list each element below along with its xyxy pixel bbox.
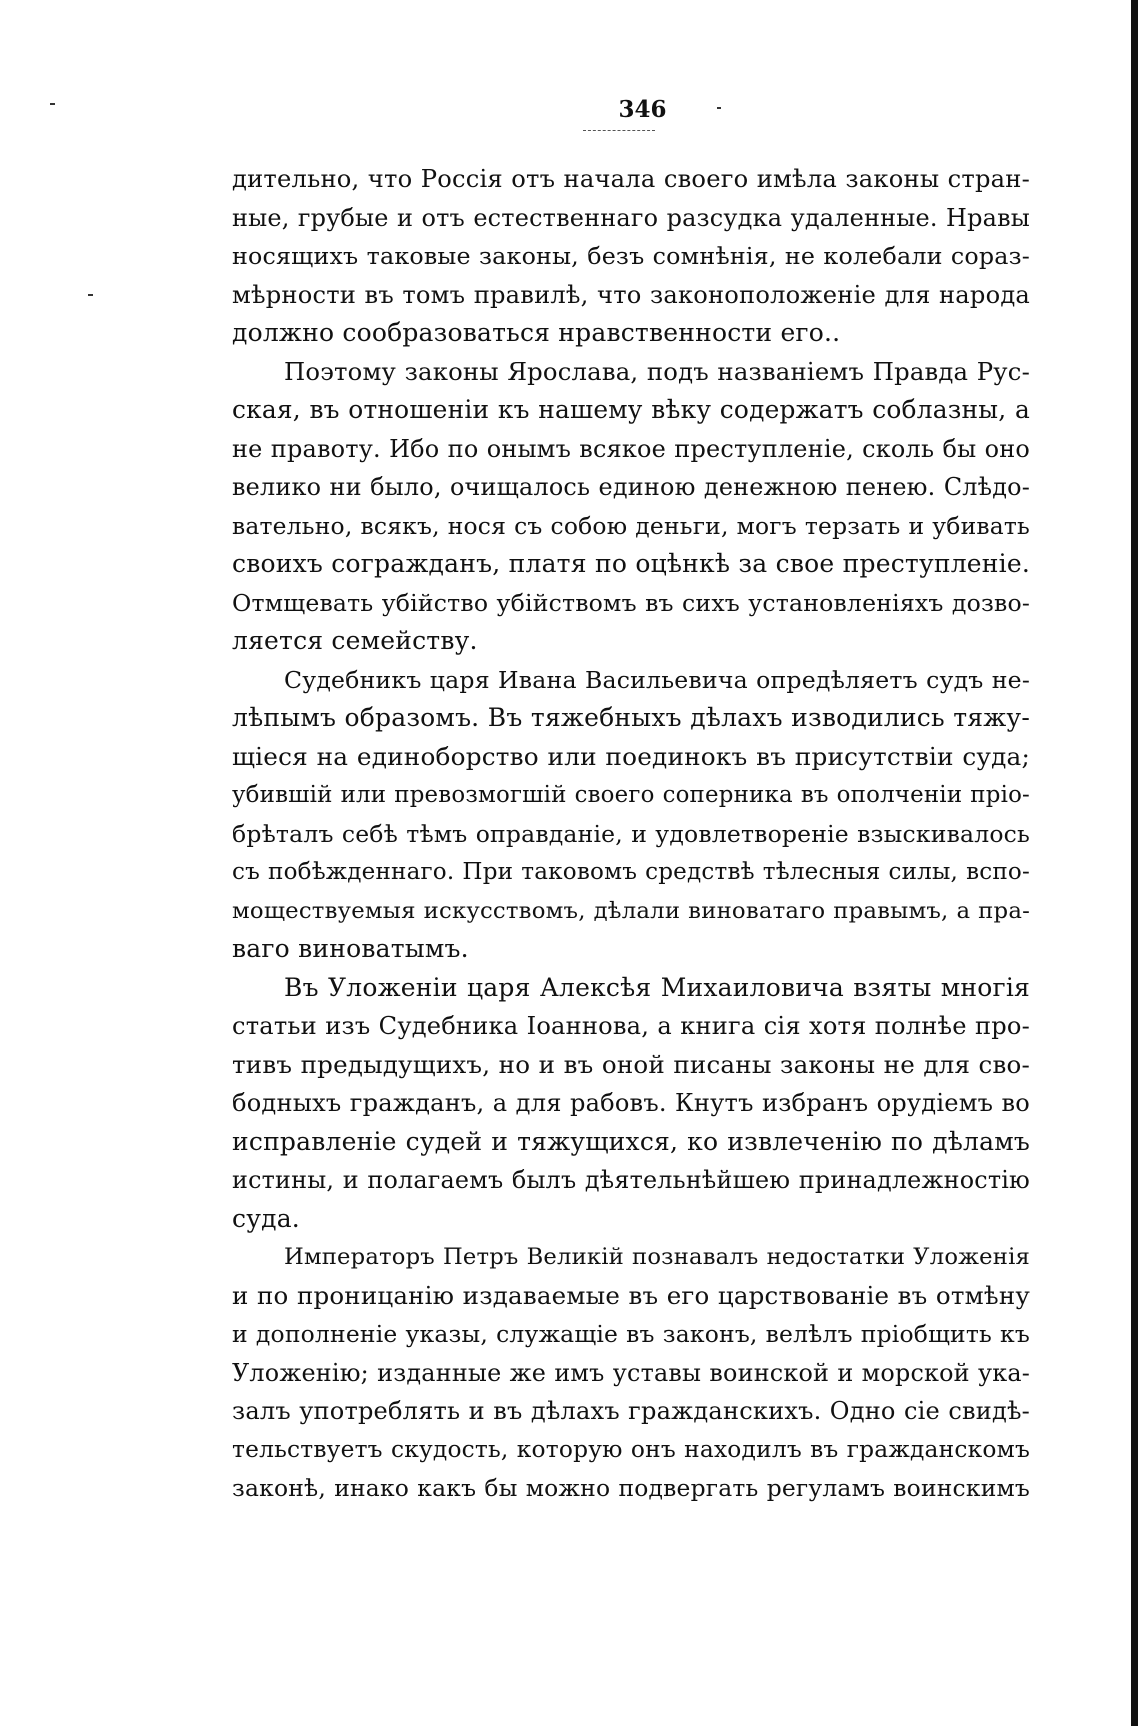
text-line: лѣпымъ образомъ. Въ тяжебныхъ дѣлахъ изводились тяжу- bbox=[232, 703, 1030, 732]
text-line: суда. bbox=[232, 1203, 300, 1233]
text-line: Уложенію; изданные же имъ уставы воинской и морской ука- bbox=[232, 1358, 1030, 1387]
text-line: моществуемыя искусствомъ, дѣлали виноватаго правымъ, а пра- bbox=[232, 897, 1030, 924]
text-line: тельствуетъ скудость, которую онъ находилъ въ гражданскомъ bbox=[232, 1435, 1030, 1463]
text-line: Императоръ Петръ Великій познавалъ недостатки Уложенія bbox=[284, 1244, 1030, 1270]
text-line: своихъ согражданъ, платя по оцѣнкѣ за свое преступленіе. bbox=[232, 549, 1030, 578]
text-line: залъ употреблять и въ дѣлахъ гражданскихъ. Одно сіе свидѣ- bbox=[232, 1397, 1030, 1425]
text-line: исправленіе судей и тяжущихся, ко извлеченію по дѣламъ bbox=[232, 1126, 1030, 1156]
text-line: мѣрности въ томъ правилѣ, что законоположеніе для народа bbox=[232, 280, 1030, 309]
page-number-rule bbox=[583, 130, 655, 131]
text-line: щіеся на единоборство или поединокъ въ присутствіи суда; bbox=[232, 741, 1030, 771]
text-line: должно сообразоваться нравственности его.. bbox=[232, 318, 841, 347]
text-line: съ побѣжденнаго. При таковомъ средствѣ тѣлесныя силы, вспо- bbox=[232, 859, 1030, 885]
text-line: не правоту. Ибо по онымъ всякое преступленіе, сколь бы оно bbox=[232, 434, 1030, 463]
paragraph bbox=[232, 661, 1030, 969]
text-line: законѣ, инако какъ бы можно подвергать регуламъ воинскимъ bbox=[232, 1474, 1030, 1502]
text-line: убившій или превозмогшій своего соперника въ ополченіи пріо- bbox=[232, 782, 1030, 808]
page-edge-shadow bbox=[1131, 0, 1138, 1726]
paragraph bbox=[232, 353, 1030, 661]
text-line: вательно, всякъ, нося съ собою деньги, могъ терзать и убивать bbox=[232, 511, 1030, 540]
text-line: Поэтому законы Ярослава, подъ названіемъ Правда Рус- bbox=[284, 356, 1030, 386]
page-number: 346 bbox=[618, 96, 667, 123]
text-line: ская, въ отношеніи къ нашему вѣку содержатъ соблазны, а bbox=[232, 395, 1030, 424]
text-line: Судебникъ царя Ивана Васильевича опредѣляетъ судъ не- bbox=[284, 665, 1030, 694]
text-line: брѣталъ себѣ тѣмъ оправданіе, и удовлетвореніе взыскивалось bbox=[232, 819, 1030, 848]
paragraph bbox=[232, 160, 1030, 353]
paragraph bbox=[232, 969, 1030, 1239]
text-line: истины, и полагаемъ былъ дѣятельнѣйшею принадлежностію bbox=[232, 1166, 1030, 1194]
text-line: бодныхъ гражданъ, а для рабовъ. Кнутъ избранъ орудіемъ во bbox=[232, 1089, 1030, 1117]
scan-speck bbox=[88, 294, 93, 296]
text-line: Отмщевать убійство убійствомъ въ сихъ установленіяхъ дозво- bbox=[232, 588, 1030, 617]
text-line: и дополненіе указы, служащіе въ законъ, велѣлъ пріобщить къ bbox=[232, 1320, 1030, 1348]
text-line: статьи изъ Судебника Іоаннова, а книга сія хотя полнѣе про- bbox=[232, 1012, 1030, 1040]
text-line: дительно, что Россія отъ начала своего имѣла законы стран- bbox=[232, 165, 1030, 193]
text-line: тивъ предыдущихъ, но и въ оной писаны законы не для сво- bbox=[232, 1049, 1030, 1079]
text-line: Въ Уложеніи царя Алексѣя Михаиловича взяты многія bbox=[284, 972, 1030, 1002]
text-line: ваго виноватымъ. bbox=[232, 934, 469, 963]
text-line: и по проницанію издаваемые въ его царствованіе въ отмѣну bbox=[232, 1280, 1030, 1310]
text-line: носящихъ таковые законы, безъ сомнѣнія, не колебали сораз- bbox=[232, 242, 1030, 270]
text-line: ляется семейству. bbox=[232, 626, 478, 655]
text-line: ные, грубые и отъ естественнаго разсудка удаленные. Нравы bbox=[232, 203, 1030, 232]
body-text bbox=[232, 160, 1030, 1508]
paragraph bbox=[232, 1238, 1030, 1508]
text-line: велико ни было, очищалось единою денежною пенею. Слѣдо- bbox=[232, 473, 1030, 501]
